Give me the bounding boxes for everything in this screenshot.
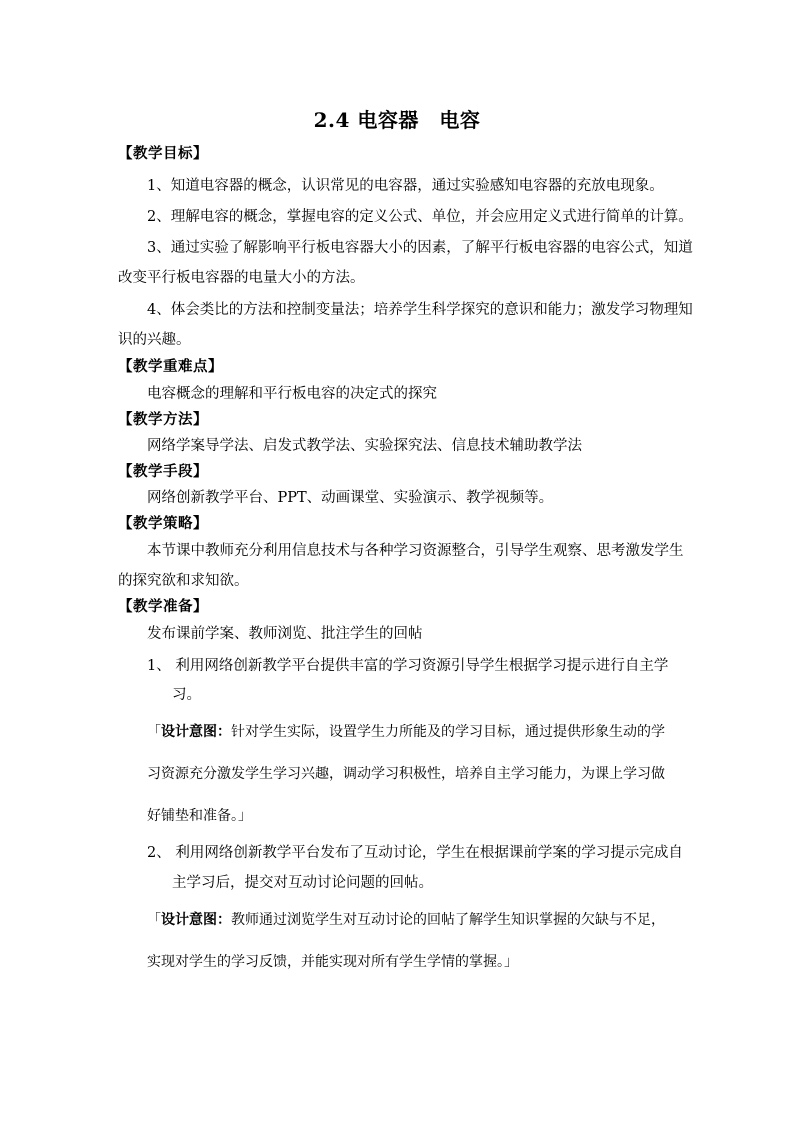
section-heading-keypoints: 【教学重难点】: [118, 358, 223, 375]
methods-text: 网络学案导学法、启发式教学法、实验探究法、信息技术辅助教学法: [147, 438, 582, 454]
preparation-step-1: 1、 利用网络创新教学平台提供丰富的学习资源引导学生根据学习提示进行自主学: [147, 658, 669, 674]
preparation-step-2: 2、 利用网络创新教学平台发布了互动讨论，学生在根据课前学案的学习提示完成自: [147, 845, 683, 861]
note-text: 针对学生实际，设置学生力所能及的学习目标，通过提供形象生动的学: [231, 724, 665, 740]
strategy-text-continued: 的探究欲和求知欲。: [118, 573, 249, 589]
section-heading-preparation: 【教学准备】: [118, 598, 208, 615]
page-title: 2.4 电容器 电容: [313, 108, 481, 132]
note-colon: ：: [217, 724, 231, 740]
design-intent-note-line: 实现对学生的学习反馈，并能实现对所有学生学情的掌握。」: [147, 954, 518, 970]
preparation-intro: 发布课前学案、教师浏览、批注学生的回帖: [147, 626, 423, 642]
note-open-bracket: 「: [147, 724, 161, 740]
section-heading-goals: 【教学目标】: [118, 145, 208, 162]
preparation-step-2-continued: 主学习后，提交对互动讨论问题的回帖。: [172, 875, 433, 891]
preparation-step-1-continued: 习。: [172, 687, 201, 703]
section-heading-means: 【教学手段】: [118, 463, 208, 480]
section-heading-strategy: 【教学策略】: [118, 515, 208, 532]
keypoints-text: 电容概念的理解和平行板电容的决定式的探究: [147, 386, 437, 402]
note-text: 教师通过浏览学生对互动讨论的回帖了解学生知识掌握的欠缺与不足，: [231, 912, 665, 928]
note-label: 设计意图: [161, 912, 217, 928]
note-label: 设计意图: [161, 724, 217, 740]
goal-item: 2、理解电容的概念，掌握电容的定义公式、单位，并会应用定义式进行简单的计算。: [147, 209, 693, 225]
note-open-bracket: 「: [147, 912, 161, 928]
means-text: 网络创新教学平台、PPT、动画课堂、实验演示、教学视频等。: [147, 490, 554, 506]
section-heading-methods: 【教学方法】: [118, 411, 208, 428]
design-intent-note: [147, 910, 667, 930]
goal-item: 4、体会类比的方法和控制变量法；培养学生科学探究的意识和能力；激发学习物理知: [147, 302, 693, 318]
goal-item: 1、知道电容器的概念，认识常见的电容器，通过实验感知电容器的充放电现象。: [147, 178, 664, 194]
goal-item-continued: 识的兴趣。: [118, 332, 191, 348]
design-intent-note: [147, 722, 667, 742]
goal-item-continued: 改变平行板电容器的电量大小的方法。: [118, 270, 365, 286]
strategy-text: 本节课中教师充分利用信息技术与各种学习资源整合，引导学生观察、思考激发学生: [147, 543, 684, 559]
note-colon: ：: [217, 912, 231, 928]
goal-item: 3、通过实验了解影响平行板电容器大小的因素，了解平行板电容器的电容公式，知道: [147, 240, 693, 256]
design-intent-note-line: 好铺垫和准备。」: [147, 808, 252, 824]
design-intent-note-line: 习资源充分激发学生学习兴趣，调动学习积极性，培养自主学习能力，为课上学习做: [147, 766, 665, 782]
